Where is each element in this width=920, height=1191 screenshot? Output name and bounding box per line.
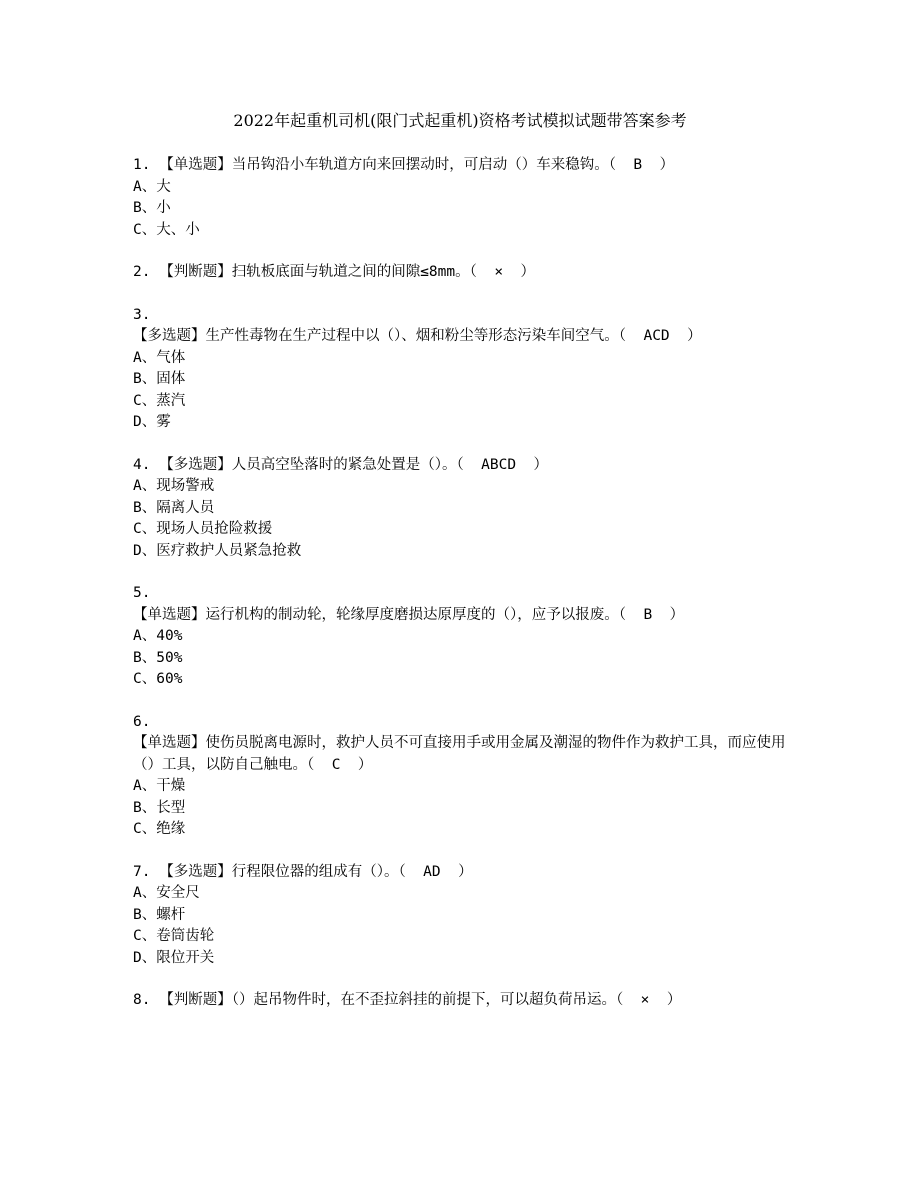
question-text: 使伤员脱离电源时，救护人员不可直接用手或用金属及潮湿的物件作为救护工具，而应使用（）工具，以防自己触电。	[133, 735, 786, 773]
question-item	[133, 712, 793, 841]
question-answer: （ B ）	[618, 606, 685, 623]
question-text: （）起吊物件时，在不歪拉斜挂的前提下，可以超负荷吊运。	[231, 992, 616, 1008]
question-item	[133, 990, 793, 1012]
question-answer: （ AD ）	[398, 863, 473, 880]
question-item	[133, 155, 793, 241]
question-stem	[133, 155, 793, 177]
option-item: B、隔离人员	[133, 499, 215, 516]
question-type: 【多选题】	[133, 328, 206, 344]
question-number: 3.	[133, 306, 151, 323]
option-item: A、大	[133, 178, 171, 195]
question-item	[133, 583, 793, 691]
question-item	[133, 262, 793, 284]
page-title: 2022年起重机司机(限门式起重机)资格考试模拟试题带答案参考	[233, 111, 687, 130]
question-number: 6.	[133, 713, 151, 730]
question-text: 生产性毒物在生产过程中以（）、烟和粉尘等形态污染车间空气。	[205, 328, 619, 344]
option-item: C、蒸汽	[133, 392, 186, 409]
question-type: 【单选题】	[133, 606, 206, 623]
question-item	[133, 862, 793, 970]
option-item: B、固体	[133, 371, 186, 387]
question-text: 扫轨板底面与轨道之间的间隙≤8mm。	[231, 264, 470, 280]
option-item: C、大、小	[133, 221, 200, 238]
option-item: B、50%	[133, 649, 183, 666]
question-item	[133, 305, 793, 434]
question-number: 7.	[133, 863, 151, 880]
question-text: 当吊钩沿小车轨道方向来回摆动时，可启动（）车来稳钩。	[231, 157, 609, 173]
option-item: A、气体	[133, 349, 186, 366]
question-stem	[133, 862, 793, 884]
question-text: 运行机构的制动轮，轮缘厚度磨损达原厚度的（），应予以报废。	[205, 606, 619, 623]
question-stem	[133, 990, 793, 1012]
option-item: A、现场警戒	[133, 478, 215, 494]
question-number: 5.	[133, 585, 151, 601]
question-stem	[133, 583, 793, 626]
question-number: 8.	[133, 992, 151, 1008]
question-type: 【判断题】	[159, 264, 232, 280]
option-item: C、绝缘	[133, 821, 186, 837]
question-stem	[133, 305, 793, 348]
question-answer: （ ABCD ）	[456, 456, 549, 473]
question-answer: （ × ）	[469, 264, 536, 280]
question-item	[133, 455, 793, 563]
question-stem	[133, 455, 793, 477]
option-item: A、安全尺	[133, 885, 200, 901]
option-item: A、干燥	[133, 778, 186, 794]
question-text: 行程限位器的组成有（）。	[231, 863, 399, 880]
question-type: 【单选题】	[133, 735, 206, 751]
question-list	[133, 155, 793, 1033]
question-type: 【判断题】	[159, 992, 232, 1008]
option-item: C、60%	[133, 671, 183, 687]
question-stem	[133, 712, 793, 777]
question-number: 2.	[133, 264, 151, 280]
question-answer: （ × ）	[615, 992, 682, 1008]
question-type: 【多选题】	[159, 863, 232, 880]
question-type: 【多选题】	[159, 456, 232, 473]
question-type: 【单选题】	[159, 157, 232, 173]
option-item: B、小	[133, 200, 171, 216]
option-item: B、螺杆	[133, 906, 186, 923]
question-number: 1.	[133, 157, 151, 173]
option-item: D、雾	[133, 414, 171, 430]
question-answer: （ C ）	[307, 756, 373, 773]
question-answer: （ B ）	[608, 157, 675, 173]
option-item: C、现场人员抢险救援	[133, 521, 273, 537]
question-answer: （ ACD ）	[618, 328, 702, 344]
option-item: D、限位开关	[133, 949, 215, 966]
option-item: B、长型	[133, 799, 186, 816]
question-text: 人员高空坠落时的紧急处置是（）。	[231, 456, 457, 473]
option-item: A、40%	[133, 628, 183, 644]
option-item: C、卷筒齿轮	[133, 928, 215, 944]
option-item: D、医疗救护人员紧急抢救	[133, 542, 302, 559]
question-stem	[133, 262, 793, 284]
question-number: 4.	[133, 456, 151, 473]
